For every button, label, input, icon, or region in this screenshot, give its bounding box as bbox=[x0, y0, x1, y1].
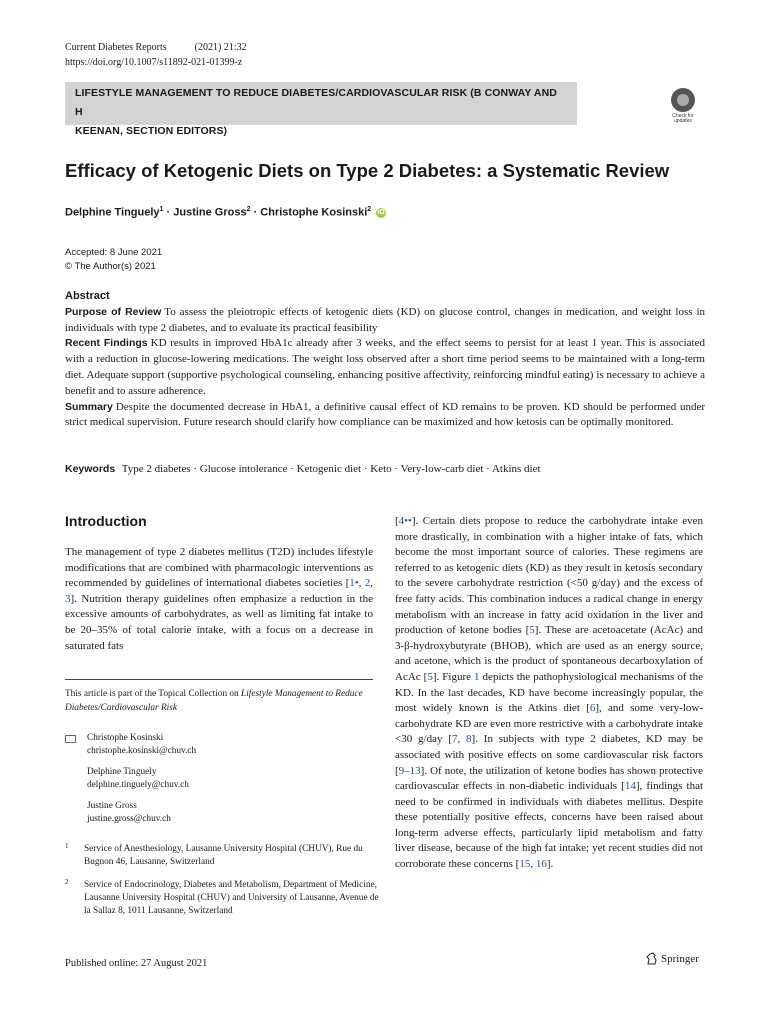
check-for-updates-button[interactable] bbox=[664, 88, 702, 130]
introduction-right-column bbox=[395, 514, 703, 873]
intro-paragraph: [4••]. Certain diets propose to reduce the carbohydrate intake even more drastically, in combination with a higher intake of fats, which become the most important source of calories. These regimens are referred to as ketogenic diets (KD) as they result in ketosis secondary to the severe carbohydrate restriction (<50 g/day) and the excess of free fatty acids. This combination induces a radical change in energy metabolism with an increase in fatty acid oxidation in the liver and production of ketone bodies [5]. These are acetoacetate (AcAc) and 3-β-hydroxybutyrate (BHOB), which are used as an energy source, and acetone, which is the product of spontaneous decarboxylation of AcAc [5]. Figure 1 depicts the pathophysiological mechanisms of the KD. In the last decades, KD have become increasingly popular, the most widely known is the Atkins diet [6], and some very-low-carbohydrate KD are even more restrictive with a carbohydrate intake <30 g/day [7, 8]. In subjects with type 2 diabetes, KD may be associated with positive effects on some cardiovascular risk factors [9–13]. Of note, the utilization of ketone bodies has shown protective cardiovascular effects in non-diabetic individuals [14], findings that need to be confirmed in individuals with diabetes mellitus. Despite these potentially positive effects, concerns have been raised about long-term adverse effects, particularly lipid metabolism and fatty liver disease, because of the high fat intake; yet recent studies did not corroborate these concerns [15, 16]. bbox=[395, 515, 704, 871]
springer-horse-icon bbox=[646, 952, 657, 965]
keyword: · Keto bbox=[361, 463, 392, 475]
contact-entry bbox=[87, 732, 375, 758]
author-name[interactable]: Delphine Tinguely bbox=[65, 206, 160, 219]
author-affiliation: 2 bbox=[367, 206, 372, 213]
correspondence bbox=[65, 732, 375, 834]
article-dates bbox=[65, 246, 162, 274]
contact-name: Christophe Kosinski bbox=[87, 733, 164, 743]
purpose-text: To assess the pleiotropic effects of ketogenic diets (KD) on glucose control, changes in medication, and weight loss in individuals with type 2 diabetes, and to evaluate its practical feasibility bbox=[65, 305, 705, 334]
affiliation-text: Service of Anesthesiology, Lausanne University Hospital (CHUV), Rue du Bugnon 46, Lausanne, Switzerland bbox=[84, 844, 363, 867]
journal-name: Current Diabetes Reports bbox=[65, 42, 167, 53]
check-updates-icon bbox=[671, 88, 695, 112]
author-affiliation: 1 bbox=[159, 206, 164, 213]
findings-text: KD results in improved HbA1c already after 3 weeks, and the effect seems to persist for at least 1 year. This is associated with a reduction in glucose-lowering medications. The weight loss observed after a short time period seems to be maintained with a long-term diet. Adequate support (supportive psychological counseling, enhancing positive affectivity, reinforcing mindful eating) is necessary to achieve a benefit and to assure adherence. bbox=[65, 337, 705, 397]
topical-collection-note bbox=[65, 687, 377, 715]
citation-link[interactable]: 14 bbox=[624, 780, 636, 793]
author-name[interactable]: Justine Gross bbox=[173, 206, 247, 219]
accepted-date: Accepted: 8 June 2021 bbox=[65, 247, 163, 258]
banner-line-1: LIFESTYLE MANAGEMENT TO REDUCE DIABETES/CARDIOVASCULAR RISK (B CONWAY AND H bbox=[75, 87, 557, 118]
keyword: · Glucose intolerance bbox=[191, 463, 288, 475]
citation-link[interactable]: 3 bbox=[65, 592, 71, 605]
author-list: Delphine Tinguely$^1$ · Justine Gross$^2$ · Christophe Kosinski$^2$ iD bbox=[65, 206, 385, 219]
contact-email[interactable]: justine.gross@chuv.ch bbox=[87, 814, 171, 824]
section-banner bbox=[65, 82, 577, 137]
citation-link[interactable]: 4•• bbox=[398, 515, 412, 527]
keyword: · Ketogenic diet bbox=[287, 463, 361, 475]
collection-name: Lifestyle Management to Reduce Diabetes/Cardiovascular Risk bbox=[65, 689, 363, 713]
keywords-label: Keywords bbox=[65, 463, 116, 475]
citation-link[interactable]: 9–13 bbox=[398, 764, 421, 777]
contact-email[interactable]: delphine.tinguely@chuv.ch bbox=[87, 780, 189, 790]
introduction-left-column bbox=[65, 545, 373, 654]
check-updates-label: Check for updates bbox=[672, 113, 694, 124]
citation-link[interactable]: 7 bbox=[451, 733, 458, 746]
summary-label: Summary bbox=[65, 400, 113, 413]
summary-text: Despite the documented decrease in HbA1, a definitive causal effect of KD remains to be proven. KD should be performed under strict medical supervision. Future research should clarify how compliance can be maximized and how ketosis can be optimally monitored. bbox=[65, 400, 705, 429]
citation-link[interactable]: 1 bbox=[474, 670, 480, 683]
journal-issue: (2021) 21:32 bbox=[194, 42, 247, 53]
keyword: Type 2 diabetes bbox=[121, 463, 191, 475]
section-heading-introduction: Introduction bbox=[65, 513, 147, 529]
citation-link[interactable]: 5 bbox=[529, 624, 535, 637]
keywords bbox=[65, 463, 705, 475]
citation-link[interactable]: 2 bbox=[364, 577, 371, 590]
collection-prefix: This article is part of the Topical Collection on bbox=[65, 689, 242, 699]
abstract-heading: Abstract bbox=[65, 290, 110, 302]
contact-name: Delphine Tinguely bbox=[87, 767, 157, 777]
citation-link[interactable]: 16 bbox=[535, 858, 547, 871]
contact-name: Justine Gross bbox=[87, 801, 137, 811]
affiliation-number: 2 bbox=[65, 878, 69, 886]
contact-entry bbox=[87, 800, 375, 826]
findings-label: Recent Findings bbox=[65, 337, 148, 350]
publisher-name: Springer bbox=[661, 952, 699, 965]
abstract bbox=[65, 289, 705, 431]
envelope-icon bbox=[65, 735, 76, 743]
contact-email[interactable]: christophe.kosinski@chuv.ch bbox=[87, 746, 197, 756]
abstract-findings bbox=[65, 336, 705, 399]
affiliation bbox=[65, 878, 384, 918]
orcid-icon[interactable]: iD bbox=[377, 208, 385, 216]
published-date: Published online: 27 August 2021 bbox=[65, 958, 208, 969]
citation-link[interactable]: 6 bbox=[589, 702, 596, 715]
keyword: · Atkins diet bbox=[483, 463, 540, 475]
purpose-label: Purpose of Review bbox=[65, 305, 162, 318]
publisher-logo[interactable] bbox=[646, 952, 699, 965]
citation-link[interactable]: 15 bbox=[519, 858, 531, 871]
affiliation-number: 1 bbox=[65, 842, 69, 850]
doi-link[interactable]: https://doi.org/10.1007/s11892-021-01399-z bbox=[65, 57, 243, 68]
citation-link[interactable]: 5 bbox=[427, 670, 433, 683]
affiliation-text: Service of Endocrinology, Diabetes and Metabolism, Department of Medicine, Lausanne University Hospital (CHUV) and University of Lausanne, Avenue de la Sallaz 8, 1011 Lausanne, Switzerland bbox=[84, 880, 379, 916]
contact-entry bbox=[87, 766, 375, 792]
article-title: Efficacy of Ketogenic Diets on Type 2 Diabetes: a Systematic Review bbox=[65, 160, 670, 181]
banner-line-2: KEENAN, SECTION EDITORS) bbox=[75, 125, 228, 137]
keyword: · Very-low-carb diet bbox=[392, 463, 484, 475]
affiliation bbox=[65, 842, 384, 869]
author-affiliation: 2 bbox=[246, 206, 251, 213]
abstract-summary bbox=[65, 400, 705, 432]
abstract-purpose bbox=[65, 305, 705, 337]
intro-paragraph: The management of type 2 diabetes mellitus (T2D) includes lifestyle modifications that are combined with pharmacologic interventions as recommended by guidelines of international diabetes societies [1•, 2, 3]. Nutrition therapy guidelines often emphasize a reduction in the excessive amounts of carbohydrates, as well as limiting fat intake to be 20–35% of total calorie intake, with a focus on a decrease in saturated fats bbox=[65, 546, 374, 652]
journal-header bbox=[65, 40, 247, 70]
copyright-line: © The Author(s) 2021 bbox=[65, 261, 156, 272]
citation-link[interactable]: 1• bbox=[349, 577, 359, 590]
citation-link[interactable]: 8 bbox=[466, 733, 472, 746]
author-name[interactable]: Christophe Kosinski bbox=[260, 206, 368, 219]
footnote-divider bbox=[65, 679, 373, 680]
